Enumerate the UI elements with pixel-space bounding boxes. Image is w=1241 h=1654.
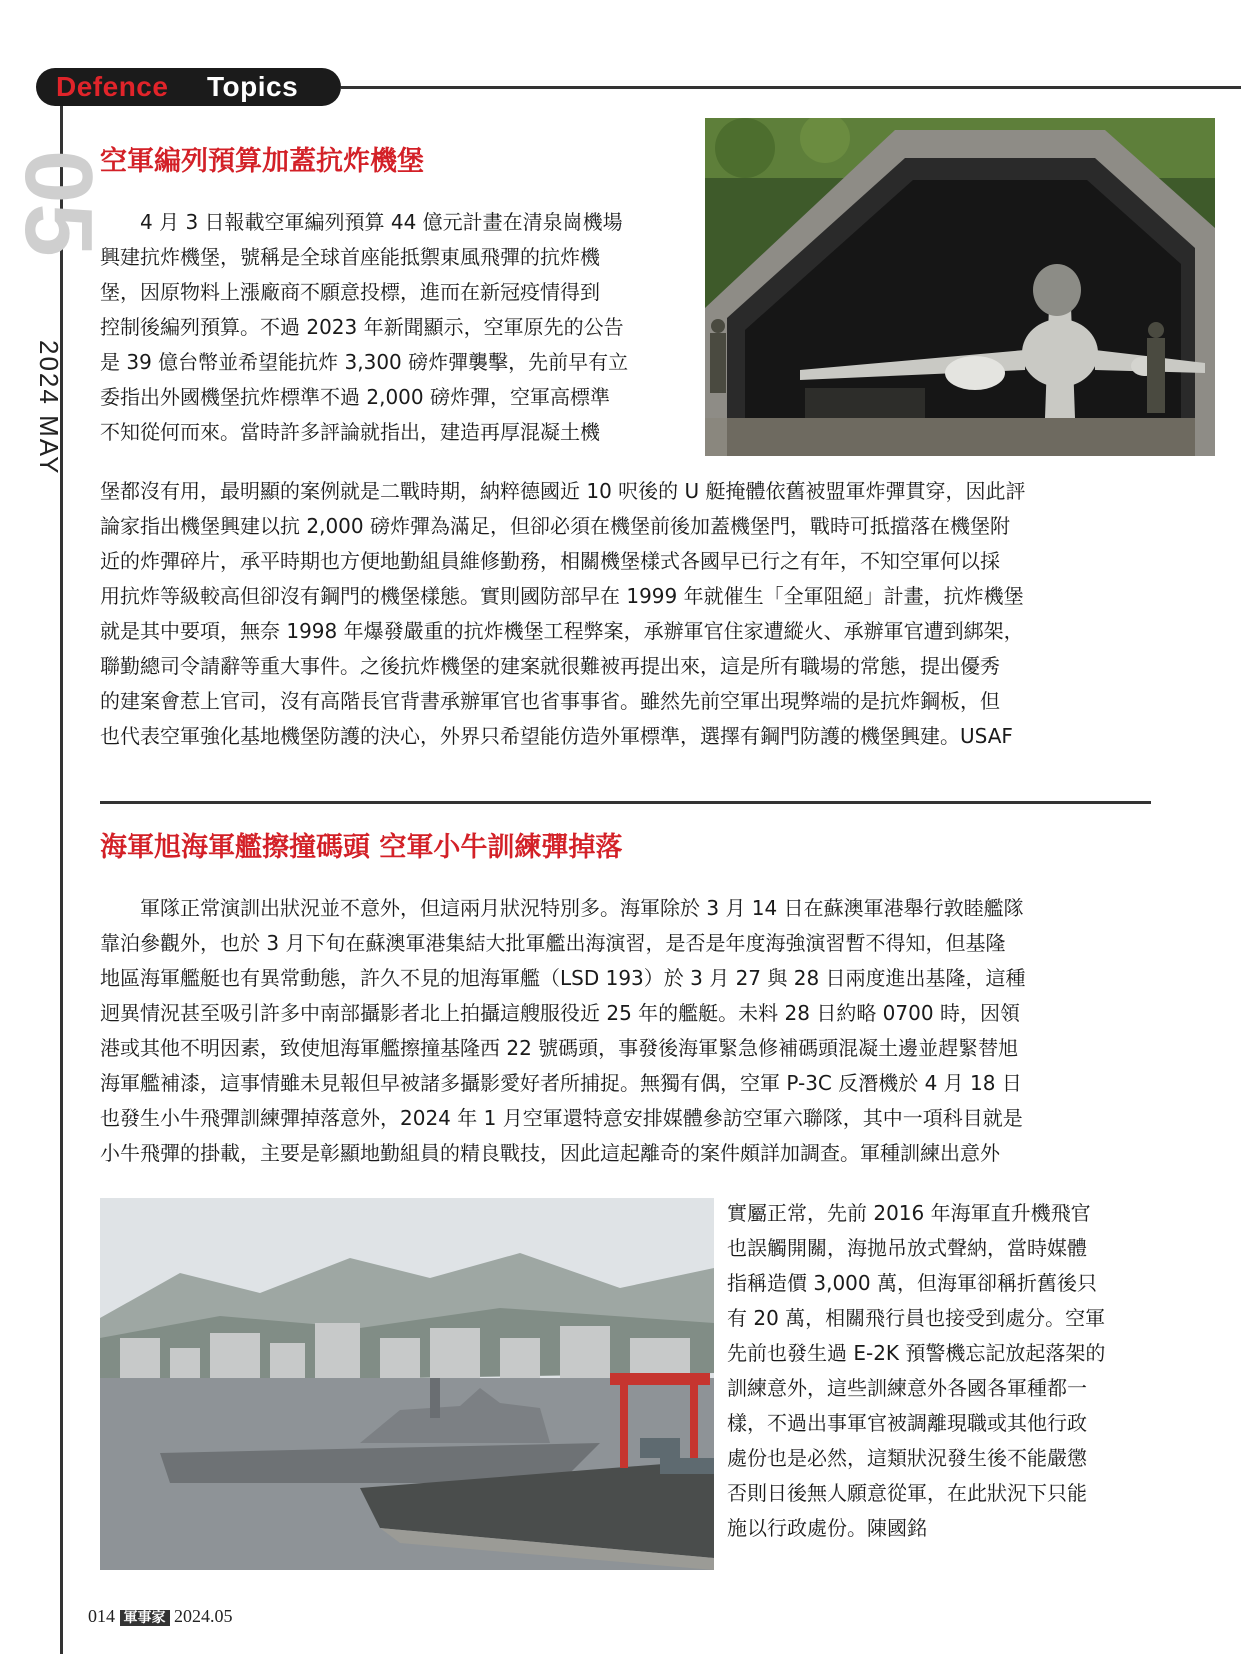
header-rule (341, 86, 1241, 89)
article2-line: 也誤觸開關，海拋吊放式聲納，當時媒體 (727, 1236, 1087, 1260)
article2-line: 先前也發生過 E-2K 預警機忘記放起落架的 (727, 1341, 1106, 1365)
article2-body-narrow (727, 1196, 1151, 1546)
article2-line: 迥異情況甚至吸引許多中南部攝影者北上拍攝這艘服役近 25 年的艦艇。未料 28 日約略 0700 時，因領 (100, 1001, 1020, 1025)
footer-date: 2024.05 (174, 1606, 233, 1626)
article1-line: 論家指出機堡興建以抗 2,000 磅炸彈為滿足，但卻必須在機堡前後加蓋機堡門，戰時可抵擋落在機堡附 (100, 514, 1010, 538)
magazine-name: 軍事家 (120, 1610, 170, 1626)
article2-line: 靠泊參觀外，也於 3 月下旬在蘇澳軍港集結大批軍艦出海演習，是否是年度海強演習暫不得知，但基隆 (100, 931, 1006, 955)
article1-line: 近的炸彈碎片，承平時期也方便地勤組員維修勤務，相關機堡樣式各國早已行之有年，不知空軍何以採 (100, 549, 1000, 573)
article1-line: 也代表空軍強化基地機堡防護的決心，外界只希望能仿造外軍標準，選擇有鋼門防護的機堡興建。USAF (100, 724, 1013, 748)
article2-line: 港或其他不明因素，致使旭海軍艦擦撞基隆西 22 號碼頭，事發後海軍緊急修補碼頭混凝土邊並趕緊替旭 (100, 1036, 1019, 1060)
article1-line: 用抗炸等級較高但卻沒有鋼門的機堡樣態。實則國防部早在 1999 年就催生「全軍阻絕」計畫，抗炸機堡 (100, 584, 1024, 608)
article1-line: 聯勤總司令請辭等重大事件。之後抗炸機堡的建案就很難被再提出來，這是所有職場的常態，提出優秀 (100, 654, 1000, 678)
hangar-jet-photo (705, 118, 1215, 456)
article1-line: 堡都沒有用，最明顯的案例就是二戰時期，納粹德國近 10 呎後的 U 艇掩體依舊被盟軍炸彈貫穿，因此評 (100, 479, 1026, 503)
article2-line: 訓練意外，這些訓練意外各國各軍種都一 (727, 1376, 1087, 1400)
article1-line: 委指出外國機堡抗炸標準不過 2,000 磅炸彈，空軍高標準 (100, 385, 610, 409)
article2-line: 處份也是必然，這類狀況發生後不能嚴懲 (727, 1446, 1087, 1470)
article1-line: 興建抗炸機堡，號稱是全球首座能抵禦東風飛彈的抗炸機 (100, 245, 600, 269)
article2-line: 實屬正常，先前 2016 年海軍直升機飛官 (727, 1201, 1091, 1225)
issue-date: 2024 MAY (34, 340, 64, 476)
article1-line: 不知從何而來。當時許多評論就指出，建造再厚混凝土機 (100, 420, 600, 444)
article1-line: 控制後編列預算。不過 2023 年新聞顯示，空軍原先的公告 (100, 315, 624, 339)
section-label-topics: Topics (207, 71, 299, 102)
article2-line: 否則日後無人願意從軍，在此狀況下只能 (727, 1481, 1087, 1505)
article1-line: 就是其中要項，無奈 1998 年爆發嚴重的抗炸機堡工程弊案，承辦軍官住家遭縱火、承辦軍官遭到綁架， (100, 619, 1024, 643)
article2-line: 指稱造價 3,000 萬，但海軍卻稱折舊後只 (727, 1271, 1097, 1295)
article2-line: 樣，不過出事軍官被調離現職或其他行政 (727, 1411, 1087, 1435)
article2-line: 地區海軍艦艇也有異常動態，許久不見的旭海軍艦（LSD 193）於 3 月 27 與 28 日兩度進出基隆，這種 (100, 966, 1026, 990)
page-number: 014 (88, 1606, 115, 1626)
article1-line: 堡，因原物料上漲廠商不願意投標，進而在新冠疫情得到 (100, 280, 600, 304)
article1-body-wide (100, 474, 1151, 754)
article1-body-narrow (100, 205, 693, 450)
ship-harbour-photo (100, 1198, 714, 1570)
section-label-defence: Defence (56, 71, 169, 102)
issue-number: 05 (5, 150, 112, 257)
side-rule (60, 106, 63, 1654)
article2-line: 有 20 萬，相關飛行員也接受到處分。空軍 (727, 1306, 1106, 1330)
article1-line: 的建案會惹上官司，沒有高階長官背書承辦軍官也省事事省。雖然先前空軍出現弊端的是抗炸鋼板，但 (100, 689, 1000, 713)
article2-line: 也發生小牛飛彈訓練彈掉落意外，2024 年 1 月空軍還特意安排媒體參訪空軍六聯隊，其中一項科目就是 (100, 1106, 1023, 1130)
article1-title: 空軍編列預算加蓋抗炸機堡 (100, 146, 424, 177)
article2-line: 施以行政處份。陳國銘 (727, 1516, 927, 1540)
article2-line: 海軍艦補漆，這事情雖未見報但早被諸多攝影愛好者所捕捉。無獨有偶，空軍 P-3C 反潛機於 4 月 18 日 (100, 1071, 1022, 1095)
article1-line: 是 39 億台幣並希望能抗炸 3,300 磅炸彈襲擊，先前早有立 (100, 350, 629, 374)
page-footer (88, 1604, 233, 1630)
section-divider (100, 801, 1151, 804)
article2-body-wide (100, 891, 1151, 1171)
article2-title: 海軍旭海軍艦擦撞碼頭 空軍小牛訓練彈掉落 (100, 832, 623, 863)
article1-line: 4 月 3 日報載空軍編列預算 44 億元計畫在清泉崗機場 (100, 210, 623, 234)
article2-line: 小牛飛彈的掛載，主要是彰顯地勤組員的精良戰技，因此這起離奇的案件頗詳加調查。軍種訓練出意外 (100, 1141, 1000, 1165)
article2-line: 軍隊正常演訓出狀況並不意外，但這兩月狀況特別多。海軍除於 3 月 14 日在蘇澳軍港舉行敦睦艦隊 (100, 896, 1024, 920)
